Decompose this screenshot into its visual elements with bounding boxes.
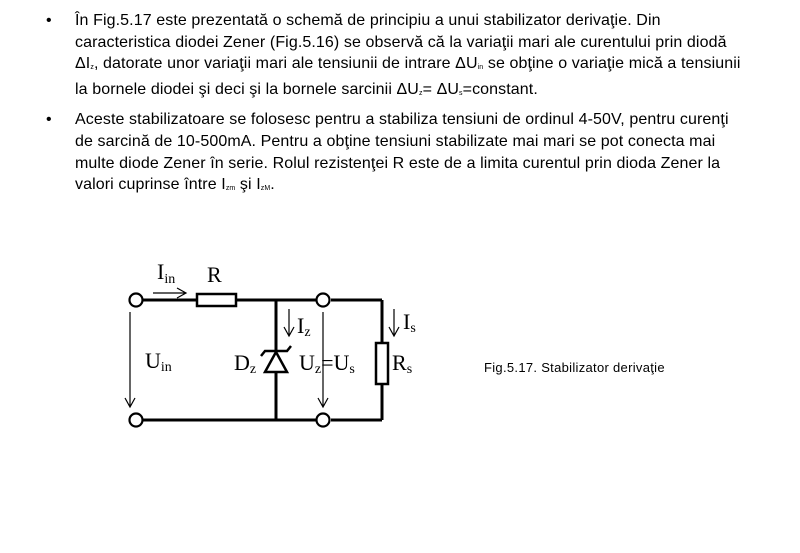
bullet-dot: • <box>46 111 52 129</box>
subscript: in <box>477 64 484 72</box>
subscript: zM <box>260 185 271 193</box>
text: = ΔU <box>422 80 460 98</box>
subscript: s <box>459 89 463 97</box>
label-iz: Iz <box>297 313 311 340</box>
terminal-in-bottom <box>130 414 143 427</box>
figure-caption: Fig.5.17. Stabilizator derivaţie <box>484 360 665 375</box>
label-r: R <box>207 262 222 287</box>
label-iin: Iin <box>157 259 176 287</box>
text: În Fig.5.17 este prezentată o schemă de principiu a unui stabilizator derivaţie. Din caracteristica diodei Zener (Fig.5.16) se observă că la variaţii mari ale curentului prin diodă ΔI <box>75 12 727 73</box>
label-uin: Uin <box>145 348 172 375</box>
arrow-iz <box>284 309 294 336</box>
subscript: z <box>90 64 94 72</box>
label-is: Is <box>403 309 416 336</box>
resistor-rs <box>376 343 388 384</box>
zener-diode-symbol <box>261 346 291 372</box>
label-uz-us: Uz=Us <box>299 350 355 377</box>
terminal-out-bottom <box>317 414 330 427</box>
text: se obţine o variaţie mică a tensiunii la bornele diodei şi deci şi la bornele sarcinii ΔU <box>75 55 741 98</box>
resistor-r <box>197 294 236 306</box>
arrow-uin <box>125 312 135 407</box>
arrow-is <box>389 309 399 336</box>
text: Aceste stabilizatoare se folosesc pentru a stabiliza tensiuni de ordinul 4-50V, pentru curenţi de sarcină de 10-500mA. Pentru a obţine tensiuni stabilizate mai mari se pot conecta mai multe diode Zener în serie. Rolul rezistenţei R este de a limita curentul prin dioda Zener la valori cuprinse între I <box>75 111 729 194</box>
label-dz: Dz <box>234 350 257 377</box>
text: , datorate unor variaţii mari ale tensiunii de intrare ΔU <box>93 55 478 73</box>
text: şi I <box>235 176 261 194</box>
subscript: z <box>418 89 423 97</box>
text: =constant. <box>462 80 538 98</box>
label-rs: Rs <box>392 350 413 377</box>
subscript: zm <box>225 185 236 193</box>
terminal-in-top <box>130 294 143 307</box>
terminal-out-top <box>317 294 330 307</box>
bullet-dot: • <box>46 12 52 29</box>
text: . <box>270 176 275 194</box>
arrow-iin <box>153 288 186 298</box>
